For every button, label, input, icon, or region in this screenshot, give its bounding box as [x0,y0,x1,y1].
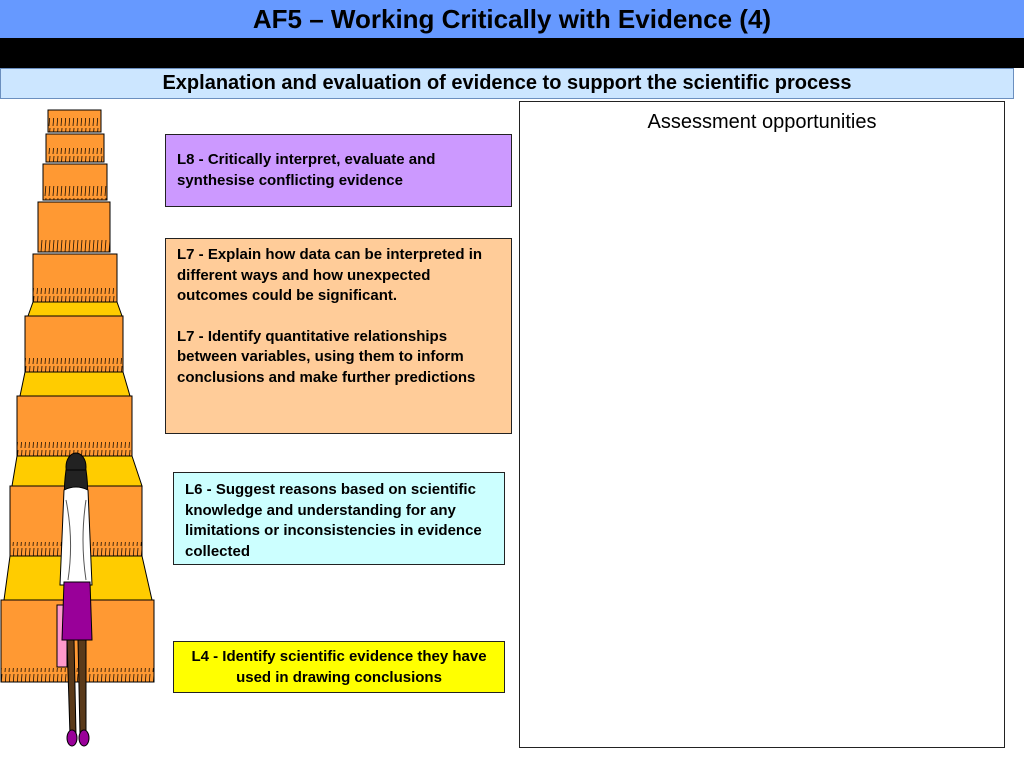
level-8-box [165,134,512,207]
header-divider-band [0,38,1024,68]
level-6-text: L6 - Suggest reasons based on scientific knowledge and understanding for any limitations or inconsistencies in evidence collected [185,481,482,560]
level-7-explain-text: L7 - Explain how data can be interpreted in different ways and how unexpected outcomes could be significant. [177,246,483,304]
slide-title: AF5 – Working Critically with Evidence (4) [0,0,1024,38]
assessment-opportunities-title: Assessment opportunities [647,111,877,133]
level-4-text: L4 - Identify scientific evidence they have used in drawing conclusions [191,648,487,686]
level-7-identify-text: L7 - Identify quantitative relationships between variables, using them to inform conclusions and make further predictions [177,327,476,386]
level-8-text: L8 - Critically interpret, evaluate and synthesise conflicting evidence [177,151,436,189]
level-7-box [165,238,512,434]
slide-subtitle: Explanation and evaluation of evidence to support the scientific process [0,68,1014,99]
level-4-box [173,641,505,693]
level-6-box [173,472,505,565]
assessment-opportunities-panel [519,101,1005,748]
staircase-with-person-icon [0,105,160,755]
